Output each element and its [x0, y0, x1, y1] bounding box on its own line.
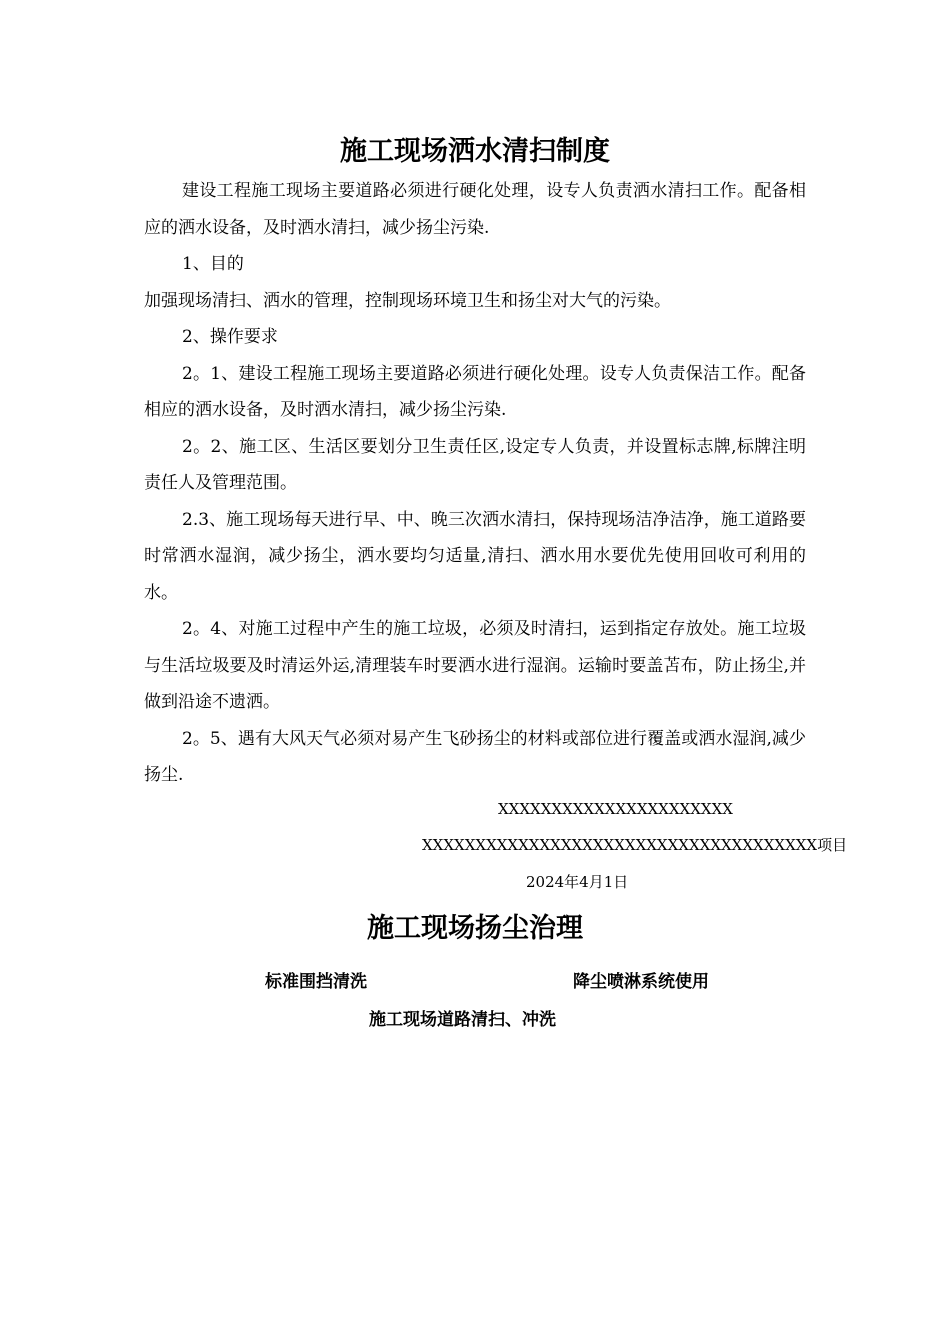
paragraph-requirement-2-5: 2。5、遇有大风天气必须对易产生飞砂扬尘的材料或部位进行覆盖或洒水湿润,减少扬尘.	[144, 728, 806, 785]
paragraph-heading-requirements: 2、操作要求	[182, 327, 278, 347]
paragraph-intro: 建设工程施工现场主要道路必须进行硬化处理，设专人负责洒水清扫工作。配备相应的洒水设备，及时洒水清扫，减少扬尘污染.	[144, 181, 806, 238]
paragraph-heading-purpose: 1、目的	[182, 254, 244, 274]
paragraph-requirement-2-4: 2。4、对施工过程中产生的施工垃圾，必须及时清扫，运到指定存放处。施工垃圾与生活垃圾要及时清运外运,清理装车时要洒水进行湿润。运输时要盖苫布，防止扬尘,并做到沿途不遗洒。	[144, 619, 806, 712]
section-title: 施工现场扬尘治理	[367, 913, 583, 944]
caption-spray-system: 降尘喷淋系统使用	[573, 972, 709, 992]
signature-project: XXXXXXXXXXXXXXXXXXXXXXXXXXXXXXXXXXXXX项目	[422, 836, 848, 854]
paragraph-purpose: 加强现场清扫、洒水的管理，控制现场环境卫生和扬尘对大气的污染。	[144, 290, 671, 311]
document-title: 施工现场洒水清扫制度	[340, 136, 610, 167]
paragraph-requirement-2-2: 2。2、施工区、生活区要划分卫生责任区,设定专人负责，并设置标志牌,标牌注明责任人及管理范围。	[144, 436, 806, 493]
document-page	[144, 0, 848, 1344]
caption-road-cleaning: 施工现场道路清扫、冲洗	[369, 1010, 556, 1030]
paragraph-requirement-2-1: 2。1、建设工程施工现场主要道路必须进行硬化处理。设专人负责保洁工作。配备相应的洒水设备，及时洒水清扫，减少扬尘污染.	[144, 363, 806, 420]
signature-organization: XXXXXXXXXXXXXXXXXXXXXX	[498, 800, 733, 818]
paragraph-requirement-2-3: 2.3、施工现场每天进行早、中、晚三次洒水清扫，保持现场洁净洁净，施工道路要时常洒水湿润，减少扬尘，洒水要均匀适量,清扫、洒水用水要优先使用回收可利用的水。	[144, 509, 806, 603]
caption-fence-cleaning: 标准围挡清洗	[265, 972, 367, 992]
signature-date: 2024年4月1日	[526, 873, 629, 891]
document-body	[144, 173, 806, 794]
